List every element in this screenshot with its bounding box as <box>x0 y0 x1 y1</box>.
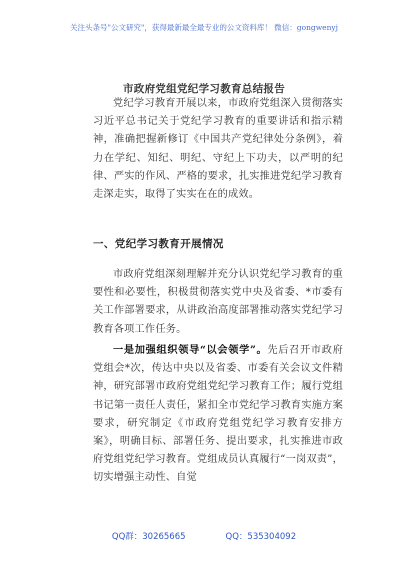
header-banner: 关注头条号"公文研究"，获得最新最全最专业的公文资料库！ 微信：gongwenyj <box>70 23 338 32</box>
section-heading-1: 一、党纪学习教育开展情况 <box>93 238 224 250</box>
footer-qq-number: QQ：535304092 <box>225 532 297 542</box>
paragraph-body-text: 先后召开市政府党组会*次，传达中央以及省委、市委有关会议文件精神，研究部署市政府党组党纪学习教育工作；履行党组书记第一责任人责任，紧扣全市党纪学习教育实施方案要求，研究制定《市政府党组党纪学习教育安排方案》，明确目标、部署任务、提出要求，扎实推进市政府党组党纪学习教育。党组成员认真履行“一岗双责”，切实增强主动性、自觉 <box>93 345 343 484</box>
paragraph-lead-text: 一是加强组织领导“以会领学”。 <box>113 344 268 356</box>
paragraph-intro: 党纪学习教育开展以来，市政府党组深入贯彻落实习近平总书记关于党纪学习教育的重要讲话和指示精神，准确把握新修订《中国共产党纪律处分条例》，着力在学纪、知纪、明纪、守纪上下功夫，以严明的纪律、严实的作风、严格的要求，扎实推进党纪学习教育走深走实，取得了实实在在的成效。 <box>93 98 343 201</box>
footer-qq-group: QQ群：30265665 <box>111 532 186 542</box>
paragraph-overview: 市政府党组深刻理解并充分认识党纪学习教育的重要性和必要性，积极贯彻落实党中央及省委、*市委有关工作部署要求，从讲政治高度部署推动落实党纪学习教育各项工作任务。 <box>93 269 343 335</box>
paragraph-organization <box>93 341 343 488</box>
document-title: 市政府党组党纪学习教育总结报告 <box>123 83 285 95</box>
footer-contact <box>0 530 408 542</box>
